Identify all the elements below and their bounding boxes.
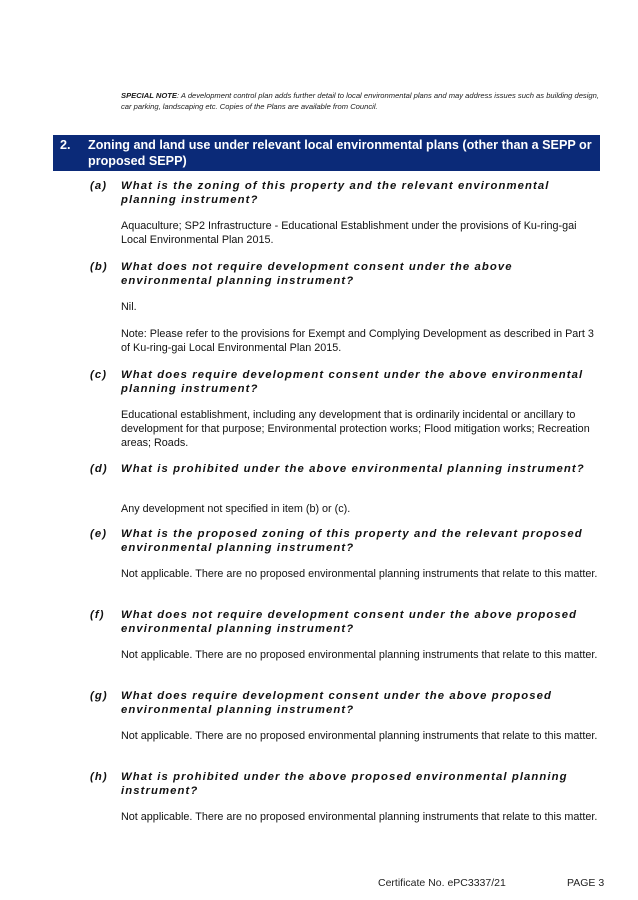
answer-b: Nil. — [121, 301, 137, 313]
question-letter: (e) — [90, 528, 108, 540]
question-letter: (h) — [90, 771, 108, 783]
question-text: What does require development consent under the above environmental planning instrument? — [121, 369, 584, 395]
question-letter: (d) — [90, 463, 108, 475]
question-letter: (c) — [90, 369, 108, 381]
special-note — [121, 90, 599, 112]
answer-c: Educational establishment, including any development that is ordinarily incidental or ancillary to development for that purpose; Environmental protection works; Flood mitigation works; Recreation areas; Roads. — [121, 409, 590, 449]
answer-a: Aquaculture; SP2 Infrastructure - Educational Establishment under the provisions of Ku-ring-gai Local Environmental Plan 2015. — [121, 220, 577, 246]
question-text: What is the proposed zoning of this property and the relevant proposed environmental planning instrument? — [121, 528, 583, 554]
answer-h: Not applicable. There are no proposed environmental planning instruments that relate to this matter. — [121, 811, 598, 823]
certificate-number: Certificate No. ePC3337/21 — [378, 877, 506, 889]
question-text: What does require development consent under the above proposed environmental planning instrument? — [121, 690, 553, 716]
question-text: What does not require development consent under the above proposed environmental planning instrument? — [121, 609, 578, 635]
section-header — [53, 135, 600, 171]
answer-b-note: Note: Please refer to the provisions for Exempt and Complying Development as described in Part 3 of Ku-ring-gai Local Environmental Plan 2015. — [121, 328, 594, 354]
special-note-label: SPECIAL NOTE — [121, 91, 177, 100]
answer-g: Not applicable. There are no proposed environmental planning instruments that relate to this matter. — [121, 730, 598, 742]
answer-d: Any development not specified in item (b) or (c). — [121, 503, 351, 515]
section-title: Zoning and land use under relevant local environmental plans (other than a SEPP or proposed SEPP) — [88, 138, 592, 168]
question-letter: (a) — [90, 180, 108, 192]
question-letter: (g) — [90, 690, 108, 702]
question-letter: (f) — [90, 609, 105, 621]
question-letter: (b) — [90, 261, 108, 273]
question-text: What is the zoning of this property and the relevant environmental planning instrument? — [121, 180, 550, 206]
answer-f: Not applicable. There are no proposed environmental planning instruments that relate to this matter. — [121, 649, 598, 661]
question-text: What is prohibited under the above environmental planning instrument? — [121, 463, 585, 475]
question-text: What is prohibited under the above proposed environmental planning instrument? — [121, 771, 568, 797]
question-text: What does not require development consent under the above environmental planning instrument? — [121, 261, 513, 287]
special-note-text: : A development control plan adds further detail to local environmental plans and may address issues such as building design, car parking, landscaping etc. Copies of the Plans are available from Council. — [121, 91, 599, 111]
page-number: PAGE 3 — [567, 877, 605, 889]
answer-e: Not applicable. There are no proposed environmental planning instruments that relate to this matter. — [121, 568, 598, 580]
section-number: 2. — [60, 138, 71, 152]
